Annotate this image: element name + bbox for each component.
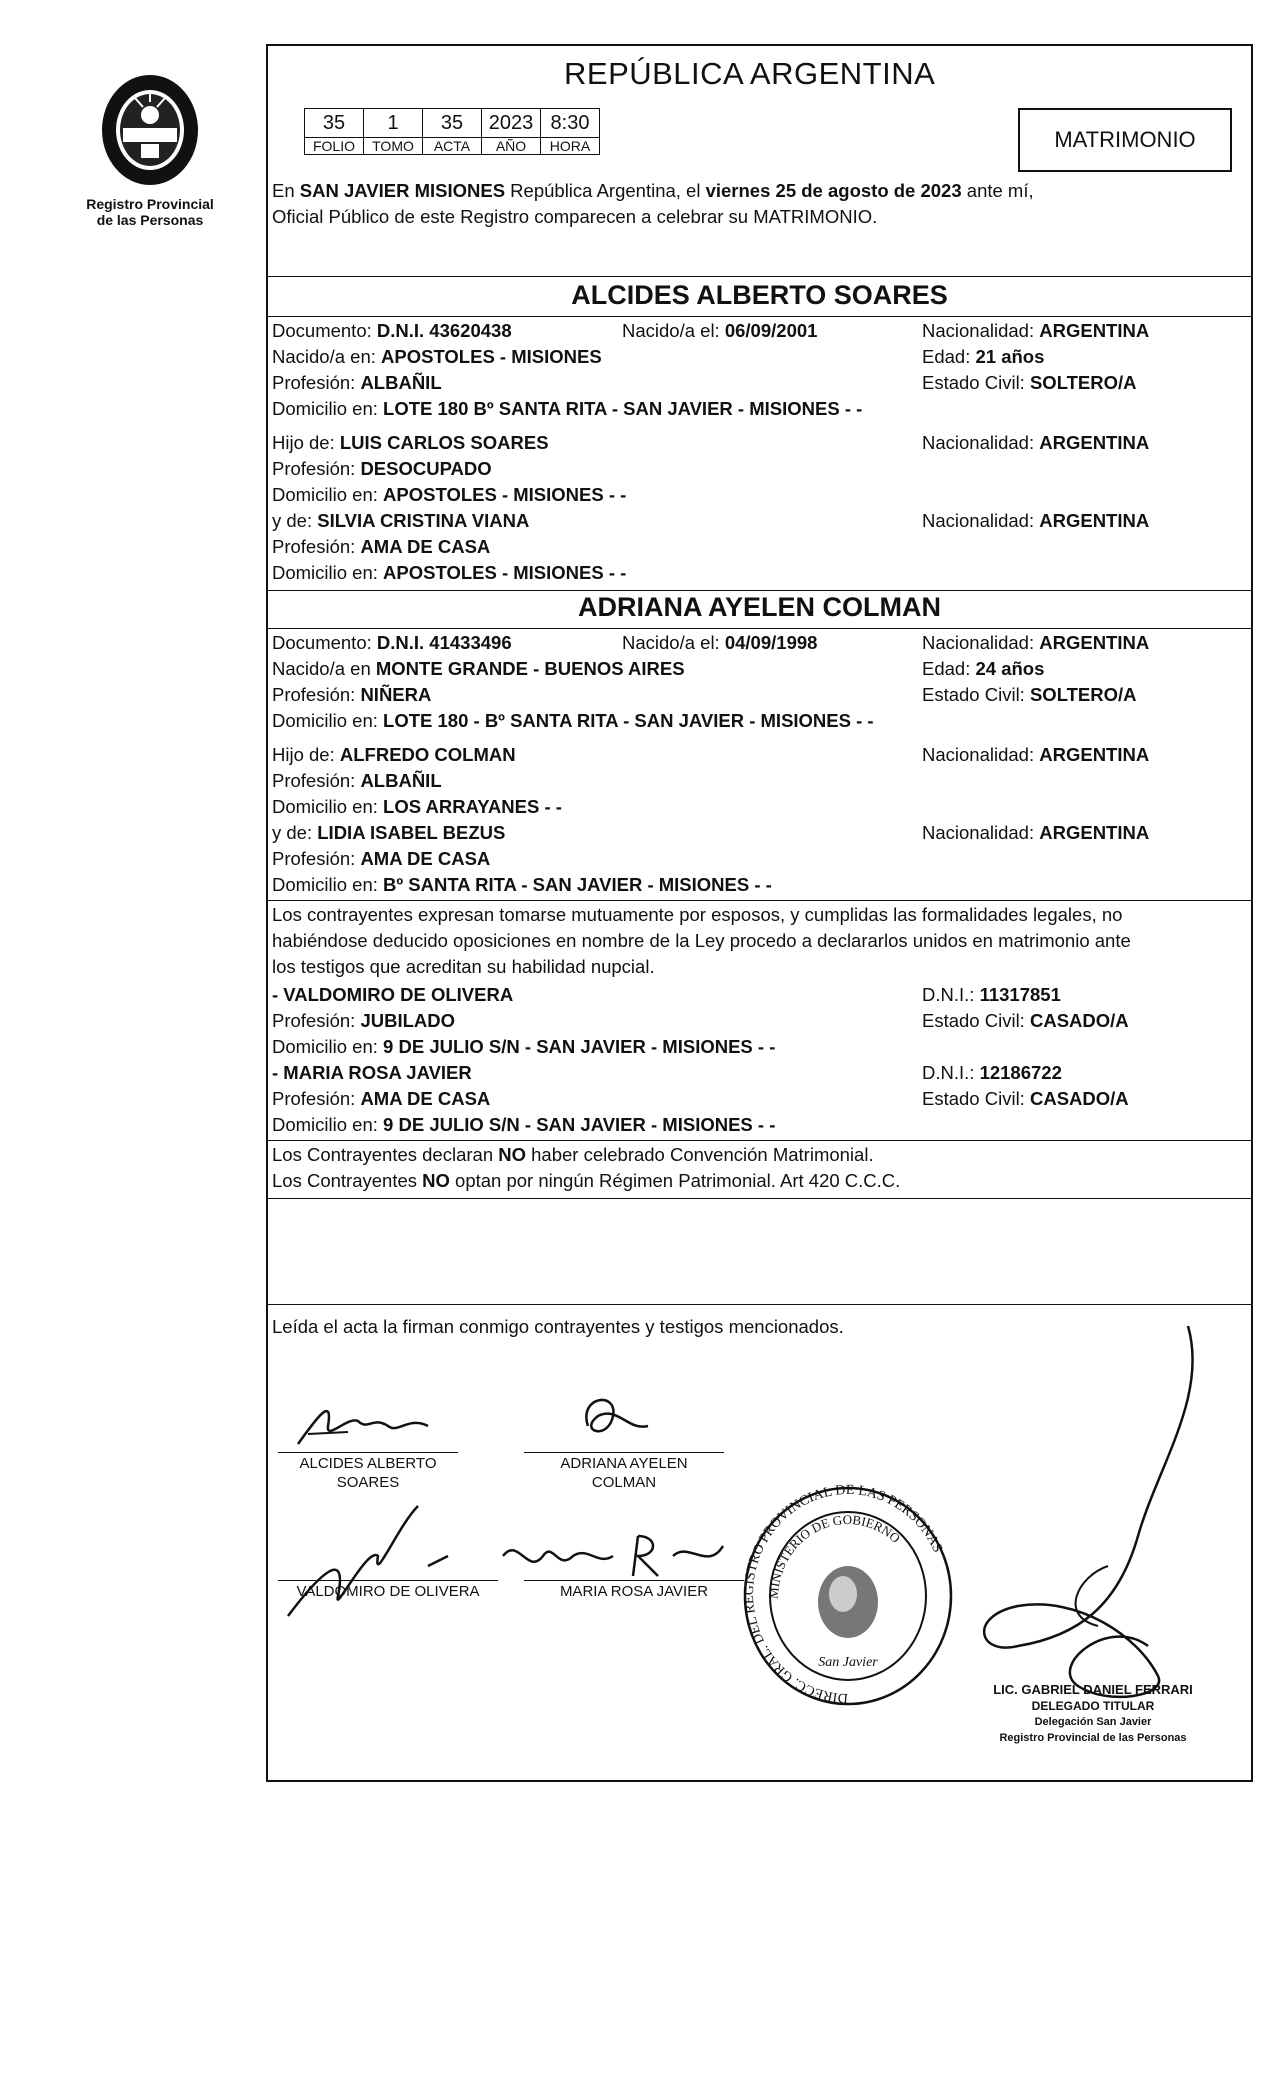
spouse1-father-profession <box>272 456 492 482</box>
text: COLMAN <box>591 1474 657 1491</box>
divider <box>268 900 1251 901</box>
spouse2-nationality <box>922 630 1149 656</box>
acta-value: 35 <box>423 109 482 138</box>
spouse2-age <box>922 656 1044 682</box>
label: Nacionalidad: <box>922 822 1040 843</box>
provincial-logo <box>70 70 230 228</box>
value: CASADO/A <box>1029 1088 1129 1109</box>
text: haber celebrado Convención Matrimonial. <box>526 1144 874 1165</box>
official-office: Delegación San Javier <box>1034 1716 1152 1728</box>
country-title: REPÚBLICA ARGENTINA <box>564 56 936 91</box>
label: Estado Civil: <box>922 1010 1030 1031</box>
spouse1-father-name: LUIS CARLOS SOARES <box>339 432 549 453</box>
spouse2-nat: ARGENTINA <box>1039 632 1150 653</box>
intro-line-1 <box>272 178 1034 204</box>
acta-label: ACTA <box>423 138 482 155</box>
intro-text-3: ante mí, <box>961 180 1034 201</box>
text: ADRIANA AYELEN <box>560 1455 688 1472</box>
label: Domicilio en: <box>272 1036 384 1057</box>
spouse1-age-value: 21 años <box>975 346 1045 367</box>
hour-label: HORA <box>541 138 600 155</box>
value: ARGENTINA <box>1039 432 1150 453</box>
label: Domicilio en: <box>272 710 384 731</box>
spouse1-mother-name: SILVIA CRISTINA VIANA <box>317 510 530 531</box>
spouse1-dom: LOTE 180 Bº SANTA RITA - SAN JAVIER - MISIONES - - <box>383 398 863 419</box>
spouse2-civil-status <box>922 682 1137 708</box>
spouse2-mother-name: LIDIA ISABEL BEZUS <box>317 822 506 843</box>
value: CASADO/A <box>1029 1010 1129 1031</box>
intro-date: viernes 25 de agosto de 2023 <box>705 180 962 201</box>
text: NO <box>498 1144 526 1165</box>
seal-center-text: San Javier <box>818 1655 878 1670</box>
spouse1-birthplace <box>272 344 602 370</box>
label: Nacido/a el: <box>622 632 725 653</box>
spouse2-father-address <box>272 794 562 820</box>
spouse1-birthdate <box>622 318 817 344</box>
folio-value: 35 <box>305 109 364 138</box>
spouse2-dom: LOTE 180 - Bº SANTA RITA - SAN JAVIER - MISIONES - - <box>383 710 874 731</box>
spouse1-father-address <box>272 482 626 508</box>
divider <box>268 276 1251 277</box>
label: Nacido/a en: <box>272 346 382 367</box>
value: JUBILADO <box>360 1010 455 1031</box>
spouse2-father <box>272 742 516 768</box>
spouse1-mother-address <box>272 560 626 586</box>
value: AMA DE CASA <box>360 848 491 869</box>
witness2-profession <box>272 1086 490 1112</box>
value: 11317851 <box>979 984 1061 1005</box>
spouse1-name: ALCIDES ALBERTO SOARES <box>571 280 948 310</box>
certificate-frame <box>266 44 1253 1782</box>
label: Domicilio en: <box>272 1114 384 1135</box>
logo-caption-line2: de las Personas <box>96 212 204 228</box>
label: Profesión: <box>272 1010 361 1031</box>
intro-place: SAN JAVIER MISIONES <box>299 180 506 201</box>
label: Nacido/a en <box>272 658 376 679</box>
label: Profesión: <box>272 684 361 705</box>
spouse2-age-value: 24 años <box>975 658 1045 679</box>
signature-adriana-icon <box>558 1386 678 1456</box>
label: Domicilio en: <box>272 484 384 505</box>
spouse2-civil: SOLTERO/A <box>1029 684 1137 705</box>
official-registry: Registro Provincial de las Personas <box>999 1732 1187 1744</box>
label: Nacionalidad: <box>922 744 1040 765</box>
witness1-address <box>272 1034 775 1060</box>
label: Documento: <box>272 320 377 341</box>
spouse2-name: ADRIANA AYELEN COLMAN <box>577 592 941 622</box>
label: Profesión: <box>272 770 361 791</box>
intro-line-2: Oficial Público de este Registro comparecen a celebrar su MATRIMONIO. <box>272 206 878 227</box>
signature-caption-valdomiro: VALDOMIRO DE OLIVERA <box>296 1583 480 1600</box>
act-type-box: MATRIMONIO <box>1018 108 1232 172</box>
official-seal-icon <box>738 1484 958 1714</box>
spouse1-document <box>272 318 512 344</box>
label: Domicilio en: <box>272 562 384 583</box>
spouse2-mother <box>272 820 505 846</box>
spouse1-born: 06/09/2001 <box>724 320 818 341</box>
declaration-line-1: Los contrayentes expresan tomarse mutuamente por esposos, y cumplidas las formalidades legales, no <box>272 904 1123 925</box>
value: Bº SANTA RITA - SAN JAVIER - MISIONES - - <box>383 874 772 895</box>
logo-caption-line1: Registro Provincial <box>86 196 214 212</box>
closing-statement: Leída el acta la firman conmigo contrayentes y testigos mencionados. <box>272 1316 844 1337</box>
spouse1-nationality <box>922 318 1149 344</box>
signature-maria-icon <box>498 1526 738 1586</box>
spouse2-father-nationality <box>922 742 1149 768</box>
value: AMA DE CASA <box>360 1088 491 1109</box>
label: Nacido/a el: <box>622 320 725 341</box>
spouse1-nat: ARGENTINA <box>1039 320 1150 341</box>
spouse2-profession <box>272 682 431 708</box>
divider <box>268 628 1251 629</box>
spouse1-age <box>922 344 1044 370</box>
spouse1-father <box>272 430 549 456</box>
label: Hijo de: <box>272 744 340 765</box>
label: Edad: <box>922 346 976 367</box>
value: AMA DE CASA <box>360 536 491 557</box>
tomo-value: 1 <box>364 109 423 138</box>
label: Hijo de: <box>272 432 340 453</box>
label: Nacionalidad: <box>922 632 1040 653</box>
label: Domicilio en: <box>272 796 384 817</box>
signature-alcides-icon <box>278 1386 458 1456</box>
declaration-line-2: habiéndose deducido oposiciones en nombre de la Ley procedo a declararlos unidos en matrimonio ante <box>272 930 1131 951</box>
tomo-label: TOMO <box>364 138 423 155</box>
folio-label: FOLIO <box>305 138 364 155</box>
signature-valdomiro-icon <box>278 1486 478 1626</box>
witness2-address <box>272 1112 775 1138</box>
seal-outer-text: DIRECC. GRAL. DEL REGISTRO PROVINCIAL DE LAS PERSONAS <box>741 1484 945 1706</box>
text: Los Contrayentes declaran <box>272 1144 499 1165</box>
value: DESOCUPADO <box>360 458 492 479</box>
divider <box>268 590 1251 591</box>
label: Domicilio en: <box>272 874 384 895</box>
registry-table <box>304 108 600 155</box>
spouse1-place: APOSTOLES - MISIONES <box>381 346 602 367</box>
signature-line <box>278 1580 498 1581</box>
witness2-dni <box>922 1060 1062 1086</box>
signature-caption-adriana <box>524 1454 724 1492</box>
label: y de: <box>272 822 318 843</box>
witness2-name: - MARIA ROSA JAVIER <box>272 1062 472 1083</box>
intro-text-2: República Argentina, el <box>505 180 706 201</box>
spouse1-civil-status <box>922 370 1137 396</box>
label: Domicilio en: <box>272 398 384 419</box>
value: LOS ARRAYANES - - <box>383 796 562 817</box>
logo-caption <box>70 196 230 228</box>
spouse2-prof: NIÑERA <box>360 684 432 705</box>
label: D.N.I.: <box>922 1062 980 1083</box>
spouse2-mother-nationality <box>922 820 1149 846</box>
value: ARGENTINA <box>1039 744 1150 765</box>
label: Profesión: <box>272 458 361 479</box>
value: APOSTOLES - MISIONES - - <box>383 562 627 583</box>
official-title: DELEGADO TITULAR <box>1031 1699 1155 1713</box>
spouse1-mother-nationality <box>922 508 1149 534</box>
value: ARGENTINA <box>1039 822 1150 843</box>
witness1-profession <box>272 1008 455 1034</box>
spouse2-born: 04/09/1998 <box>724 632 818 653</box>
divider <box>268 1140 1251 1141</box>
spouse2-mother-profession <box>272 846 490 872</box>
witness1-civil-status <box>922 1008 1129 1034</box>
divider <box>268 1304 1251 1305</box>
label: Edad: <box>922 658 976 679</box>
spouse1-mother-profession <box>272 534 490 560</box>
label: Nacionalidad: <box>922 320 1040 341</box>
label: Profesión: <box>272 1088 361 1109</box>
label: Nacionalidad: <box>922 510 1040 531</box>
spouse1-profession <box>272 370 442 396</box>
text: ALCIDES ALBERTO <box>299 1455 437 1472</box>
value: 9 DE JULIO S/N - SAN JAVIER - MISIONES - - <box>383 1036 776 1057</box>
divider <box>268 316 1251 317</box>
witness1-dni <box>922 982 1061 1008</box>
signature-line <box>524 1580 744 1581</box>
intro-text-1: En <box>272 180 300 201</box>
spouse1-dni: D.N.I. 43620438 <box>376 320 512 341</box>
divider <box>268 1198 1251 1199</box>
official-name: LIC. GABRIEL DANIEL FERRARI <box>993 1682 1193 1697</box>
seal-inner-text: MINISTERIO DE GOBIERNO <box>765 1511 904 1600</box>
spouse2-birthplace <box>272 656 685 682</box>
text: Los Contrayentes <box>272 1170 423 1191</box>
label: Profesión: <box>272 536 361 557</box>
misiones-coat-of-arms-icon <box>95 70 205 190</box>
official-stamp-text <box>958 1682 1228 1746</box>
spouse1-mother <box>272 508 529 534</box>
label: Nacionalidad: <box>922 432 1040 453</box>
value: 9 DE JULIO S/N - SAN JAVIER - MISIONES - - <box>383 1114 776 1135</box>
label: Profesión: <box>272 372 361 393</box>
note-convention <box>272 1142 874 1168</box>
signature-caption-maria: MARIA ROSA JAVIER <box>559 1583 709 1600</box>
text: NO <box>422 1170 450 1191</box>
spouse1-civil: SOLTERO/A <box>1029 372 1137 393</box>
witness2-civil-status <box>922 1086 1129 1112</box>
value: 12186722 <box>979 1062 1062 1083</box>
text: optan por ningún Régimen Patrimonial. Art 420 C.C.C. <box>449 1170 901 1191</box>
value: ARGENTINA <box>1039 510 1150 531</box>
note-regime <box>272 1168 900 1194</box>
label: Estado Civil: <box>922 372 1030 393</box>
year-label: AÑO <box>482 138 541 155</box>
spouse2-father-profession <box>272 768 442 794</box>
label: Estado Civil: <box>922 684 1030 705</box>
value: ALBAÑIL <box>360 770 442 791</box>
spouse2-father-name: ALFREDO COLMAN <box>339 744 516 765</box>
value: APOSTOLES - MISIONES - - <box>383 484 627 505</box>
signature-official-icon <box>958 1316 1228 1736</box>
label: Documento: <box>272 632 377 653</box>
spouse2-document <box>272 630 512 656</box>
spouse2-dni: D.N.I. 41433496 <box>376 632 512 653</box>
spouse1-address <box>272 396 862 422</box>
label: y de: <box>272 510 318 531</box>
signature-line <box>524 1452 724 1453</box>
signature-line <box>278 1452 458 1453</box>
text: SOARES <box>336 1474 400 1491</box>
spouse2-mother-address <box>272 872 772 898</box>
label: Profesión: <box>272 848 361 869</box>
spouse1-prof: ALBAÑIL <box>360 372 442 393</box>
label: D.N.I.: <box>922 984 980 1005</box>
spouse2-place: MONTE GRANDE - BUENOS AIRES <box>375 658 685 679</box>
label: Estado Civil: <box>922 1088 1030 1109</box>
spouse1-father-nationality <box>922 430 1149 456</box>
spouse2-birthdate <box>622 630 817 656</box>
year-value: 2023 <box>482 109 541 138</box>
spouse2-address <box>272 708 874 734</box>
declaration-line-3: los testigos que acreditan su habilidad nupcial. <box>272 956 655 977</box>
hour-value: 8:30 <box>541 109 600 138</box>
witness1-name: - VALDOMIRO DE OLIVERA <box>272 984 514 1005</box>
